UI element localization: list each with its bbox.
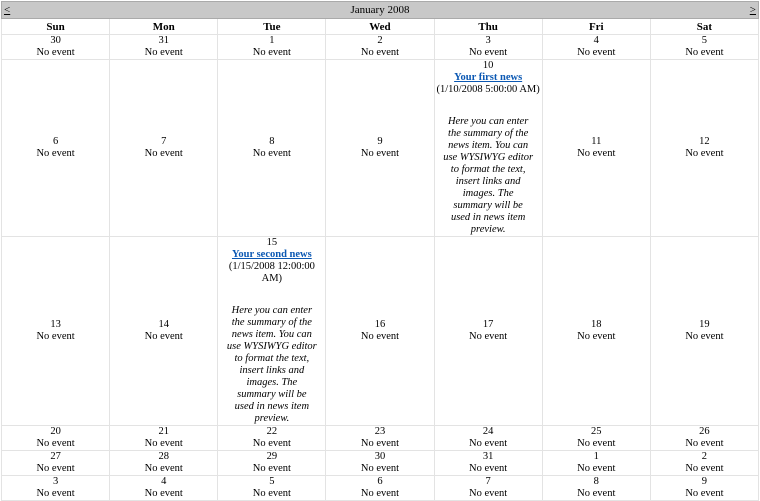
weekday-header: Sat (650, 19, 758, 35)
day-number: 5 (269, 476, 275, 487)
day-number: 4 (161, 476, 167, 487)
day-cell (434, 237, 542, 426)
calendar-week-row (2, 60, 759, 237)
day-cell (110, 237, 218, 426)
day-number: 28 (158, 451, 169, 462)
no-event-label: No event (144, 331, 183, 342)
weekday-header: Tue (218, 19, 326, 35)
day-cell (434, 426, 542, 451)
day-number: 30 (374, 451, 386, 462)
day-number: 1 (593, 451, 599, 462)
day-number: 14 (158, 319, 169, 330)
no-event-label: No event (36, 488, 75, 499)
no-event-label: No event (36, 438, 75, 449)
no-event-label: No event (360, 331, 400, 342)
weekday-header: Mon (110, 19, 218, 35)
calendar-week-row (2, 426, 759, 451)
day-number: 23 (374, 426, 386, 437)
day-cell (326, 426, 434, 451)
no-event-label: No event (469, 47, 508, 58)
no-event-label: No event (36, 47, 75, 58)
day-cell (542, 237, 650, 426)
day-number: 27 (50, 451, 61, 462)
day-cell (110, 426, 218, 451)
day-number: 26 (699, 426, 710, 437)
day-cell (326, 451, 434, 476)
day-cell (218, 35, 326, 60)
no-event-label: No event (685, 488, 724, 499)
calendar-week-row (2, 35, 759, 60)
weekday-header: Wed (326, 19, 434, 35)
day-number: 21 (158, 426, 169, 437)
day-cell (218, 60, 326, 237)
day-cell (2, 35, 110, 60)
day-cell (2, 237, 110, 426)
day-cell (434, 476, 542, 501)
day-number: 11 (591, 136, 602, 147)
news-title-link[interactable]: Your first news (454, 72, 523, 83)
no-event-label: No event (577, 438, 616, 449)
day-number: 5 (701, 35, 708, 46)
day-cell (542, 60, 650, 237)
month-title: January 2008 (350, 4, 410, 16)
day-number: 4 (593, 35, 599, 46)
news-summary: Here you can enter the summary of the news item. You can use WYSIWYG editor to format the text, insert links and images. The summary will be used in news item preview. (226, 305, 317, 424)
day-number: 15 (266, 237, 278, 248)
news-summary: Here you can enter the summary of the news item. You can use WYSIWYG editor to format the text, insert links and images. The summary will be used in news item preview. (443, 116, 534, 235)
no-event-label: No event (577, 148, 616, 159)
no-event-label: No event (36, 463, 75, 474)
no-event-label: No event (252, 148, 291, 159)
day-number: 12 (699, 136, 710, 147)
day-cell (110, 476, 218, 501)
calendar-week-row (2, 451, 759, 476)
no-event-label: No event (577, 47, 616, 58)
no-event-label: No event (144, 488, 183, 499)
no-event-label: No event (685, 463, 724, 474)
day-number: 6 (52, 136, 59, 147)
weekday-header-row (2, 19, 759, 35)
prev-month-link[interactable]: < (4, 4, 11, 16)
no-event-label: No event (252, 47, 291, 58)
day-number: 30 (50, 35, 61, 46)
no-event-label: No event (252, 438, 291, 449)
calendar-weeks (2, 35, 759, 501)
day-number: 31 (482, 451, 494, 462)
day-cell (218, 476, 326, 501)
no-event-label: No event (685, 47, 724, 58)
next-month-link[interactable]: > (749, 4, 756, 16)
calendar-table (1, 1, 759, 501)
calendar-week-row (2, 237, 759, 426)
day-number: 8 (269, 136, 275, 147)
day-number: 18 (591, 319, 602, 330)
no-event-label: No event (685, 148, 724, 159)
no-event-label: No event (252, 463, 291, 474)
day-cell (326, 60, 434, 237)
day-cell (542, 476, 650, 501)
news-date: (1/15/2008 12:00:00 AM) (228, 261, 315, 284)
no-event-label: No event (36, 331, 75, 342)
day-cell (218, 237, 326, 426)
no-event-label: No event (577, 488, 616, 499)
weekday-header: Fri (542, 19, 650, 35)
day-number: 17 (482, 319, 494, 330)
day-cell (110, 35, 218, 60)
day-cell (650, 476, 758, 501)
no-event-label: No event (577, 331, 616, 342)
day-number: 10 (482, 60, 494, 71)
day-cell (434, 35, 542, 60)
day-number: 16 (374, 319, 386, 330)
day-cell (326, 35, 434, 60)
day-number: 7 (161, 136, 167, 147)
day-number: 6 (377, 476, 383, 487)
day-number: 3 (52, 476, 59, 487)
no-event-label: No event (360, 488, 400, 499)
day-cell (542, 451, 650, 476)
day-number: 24 (482, 426, 494, 437)
day-cell (650, 35, 758, 60)
day-cell (650, 60, 758, 237)
no-event-label: No event (469, 331, 508, 342)
no-event-label: No event (360, 438, 400, 449)
weekday-header: Sun (2, 19, 110, 35)
day-cell (650, 426, 758, 451)
no-event-label: No event (577, 463, 616, 474)
day-number: 7 (485, 476, 491, 487)
day-cell (110, 60, 218, 237)
day-number: 2 (701, 451, 708, 462)
no-event-label: No event (144, 438, 183, 449)
day-cell (218, 426, 326, 451)
day-number: 1 (269, 35, 275, 46)
no-event-label: No event (252, 488, 291, 499)
day-number: 8 (593, 476, 599, 487)
day-number: 25 (591, 426, 602, 437)
no-event-label: No event (469, 463, 508, 474)
calendar-week-row (2, 476, 759, 501)
news-title-link[interactable]: Your second news (231, 249, 312, 260)
day-cell (218, 451, 326, 476)
no-event-label: No event (685, 438, 724, 449)
day-number: 31 (158, 35, 169, 46)
no-event-label: No event (360, 148, 400, 159)
no-event-label: No event (469, 488, 508, 499)
no-event-label: No event (36, 148, 75, 159)
day-number: 19 (699, 319, 710, 330)
no-event-label: No event (685, 331, 724, 342)
day-cell (650, 451, 758, 476)
day-cell (434, 451, 542, 476)
day-cell (650, 237, 758, 426)
day-cell (2, 476, 110, 501)
day-cell (326, 476, 434, 501)
day-number: 9 (701, 476, 708, 487)
no-event-label: No event (144, 148, 183, 159)
day-number: 20 (50, 426, 61, 437)
no-event-label: No event (360, 463, 400, 474)
day-number: 9 (377, 136, 383, 147)
no-event-label: No event (144, 47, 183, 58)
day-number: 2 (377, 35, 383, 46)
day-cell (110, 451, 218, 476)
no-event-label: No event (144, 463, 183, 474)
day-cell (542, 35, 650, 60)
day-cell (2, 426, 110, 451)
day-number: 29 (266, 451, 278, 462)
day-number: 3 (485, 35, 491, 46)
day-cell (2, 60, 110, 237)
day-cell (542, 426, 650, 451)
calendar-title-cell (2, 2, 759, 19)
day-cell (326, 237, 434, 426)
no-event-label: No event (469, 438, 508, 449)
news-date: (1/10/2008 5:00:00 AM) (436, 84, 540, 95)
day-cell (434, 60, 542, 237)
day-number: 13 (50, 319, 61, 330)
weekday-header: Thu (434, 19, 542, 35)
no-event-label: No event (360, 47, 400, 58)
calendar-title-row (2, 2, 759, 19)
day-number: 22 (266, 426, 278, 437)
day-cell (2, 451, 110, 476)
